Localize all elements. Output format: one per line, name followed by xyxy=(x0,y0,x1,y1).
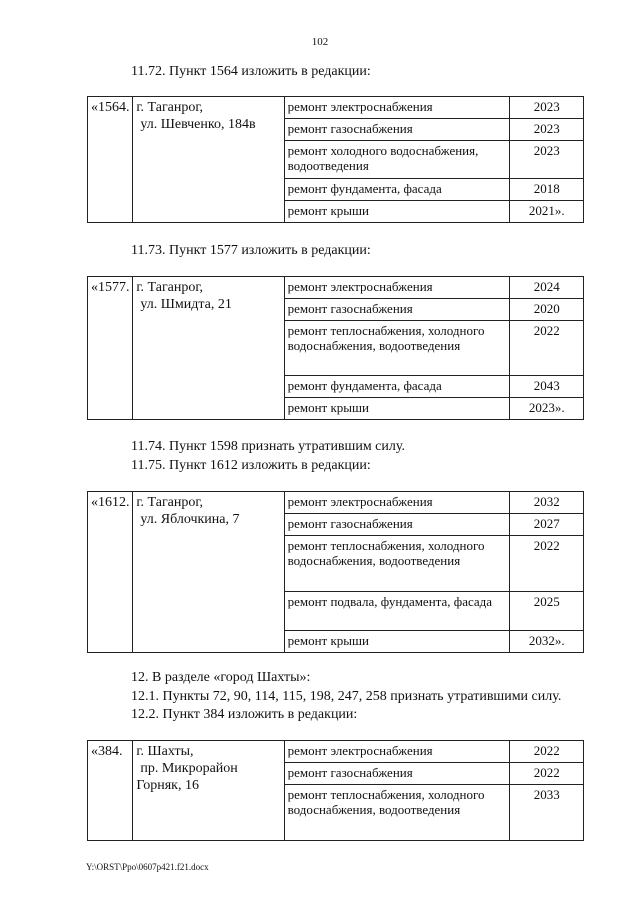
work-year: 2018 xyxy=(510,179,584,201)
item-address xyxy=(133,492,284,653)
work-type: ремонт крыши xyxy=(284,201,510,223)
table-item-1612 xyxy=(87,491,584,653)
work-type: ремонт газоснабжения xyxy=(284,299,510,321)
work-year: 2021». xyxy=(510,201,584,223)
work-year: 2032 xyxy=(510,492,584,514)
work-year: 2022 xyxy=(510,741,584,763)
item-number: «1612. xyxy=(88,492,133,653)
work-type: ремонт холодного водоснабжения, водоотведения xyxy=(284,141,510,179)
table-row xyxy=(88,741,584,763)
work-type: ремонт теплоснабжения, холодного водоснабжения, водоотведения xyxy=(284,785,510,841)
work-type: ремонт электроснабжения xyxy=(284,277,510,299)
table-item-384 xyxy=(87,740,584,841)
heading-11-75: 11.75. Пункт 1612 изложить в редакции: xyxy=(131,458,371,473)
item-number: «1564. xyxy=(88,97,133,223)
work-year: 2022 xyxy=(510,763,584,785)
work-year: 2027 xyxy=(510,514,584,536)
work-year: 2023 xyxy=(510,97,584,119)
address-line: Горняк, 16 xyxy=(136,778,199,793)
work-year: 2020 xyxy=(510,299,584,321)
heading-11-74: 11.74. Пункт 1598 признать утратившим силу. xyxy=(131,439,405,454)
file-path-footer: Y:\ORST\Ppo\0607p421.f21.docx xyxy=(86,862,209,872)
work-type: ремонт электроснабжения xyxy=(284,97,510,119)
heading-12-2: 12.2. Пункт 384 изложить в редакции: xyxy=(131,707,358,722)
work-year: 2023 xyxy=(510,141,584,179)
work-year: 2043 xyxy=(510,376,584,398)
table-item-1564 xyxy=(87,96,584,223)
work-type: ремонт фундамента, фасада xyxy=(284,179,510,201)
work-type: ремонт теплоснабжения, холодного водоснабжения, водоотведения xyxy=(284,321,510,376)
address-line: пр. Микрорайон xyxy=(140,761,238,776)
heading-12: 12. В разделе «город Шахты»: xyxy=(131,670,311,685)
work-year: 2033 xyxy=(510,785,584,841)
item-address xyxy=(133,741,284,841)
address-line: ул. Яблочкина, 7 xyxy=(140,512,240,527)
work-year: 2024 xyxy=(510,277,584,299)
work-type: ремонт крыши xyxy=(284,631,510,653)
work-year: 2022 xyxy=(510,536,584,592)
work-type: ремонт газоснабжения xyxy=(284,119,510,141)
heading-11-72: 11.72. Пункт 1564 изложить в редакции: xyxy=(131,64,371,79)
work-type: ремонт фундамента, фасада xyxy=(284,376,510,398)
address-line: ул. Шевченко, 184в xyxy=(140,117,256,132)
work-year: 2032». xyxy=(510,631,584,653)
table-row xyxy=(88,97,584,119)
work-year: 2023 xyxy=(510,119,584,141)
table-row xyxy=(88,492,584,514)
work-type: ремонт крыши xyxy=(284,398,510,420)
item-number: «384. xyxy=(88,741,133,841)
work-type: ремонт теплоснабжения, холодного водоснабжения, водоотведения xyxy=(284,536,510,592)
work-year: 2025 xyxy=(510,592,584,631)
work-type: ремонт подвала, фундамента, фасада xyxy=(284,592,510,631)
address-line: г. Шахты, xyxy=(136,744,194,759)
page-number: 102 xyxy=(311,36,329,48)
table-row xyxy=(88,277,584,299)
item-number: «1577. xyxy=(88,277,133,420)
address-line: г. Таганрог, xyxy=(136,280,204,295)
item-address xyxy=(133,97,284,223)
address-line: г. Таганрог, xyxy=(136,100,204,115)
work-year: 2023». xyxy=(510,398,584,420)
heading-12-1: 12.1. Пункты 72, 90, 114, 115, 198, 247, 258 признать утратившими силу. xyxy=(131,689,562,704)
work-type: ремонт газоснабжения xyxy=(284,514,510,536)
address-line: ул. Шмидта, 21 xyxy=(140,297,232,312)
table-item-1577 xyxy=(87,276,584,420)
work-type: ремонт электроснабжения xyxy=(284,492,510,514)
work-type: ремонт газоснабжения xyxy=(284,763,510,785)
address-line: г. Таганрог, xyxy=(136,495,204,510)
work-type: ремонт электроснабжения xyxy=(284,741,510,763)
work-year: 2022 xyxy=(510,321,584,376)
heading-11-73: 11.73. Пункт 1577 изложить в редакции: xyxy=(131,243,371,258)
item-address xyxy=(133,277,284,420)
